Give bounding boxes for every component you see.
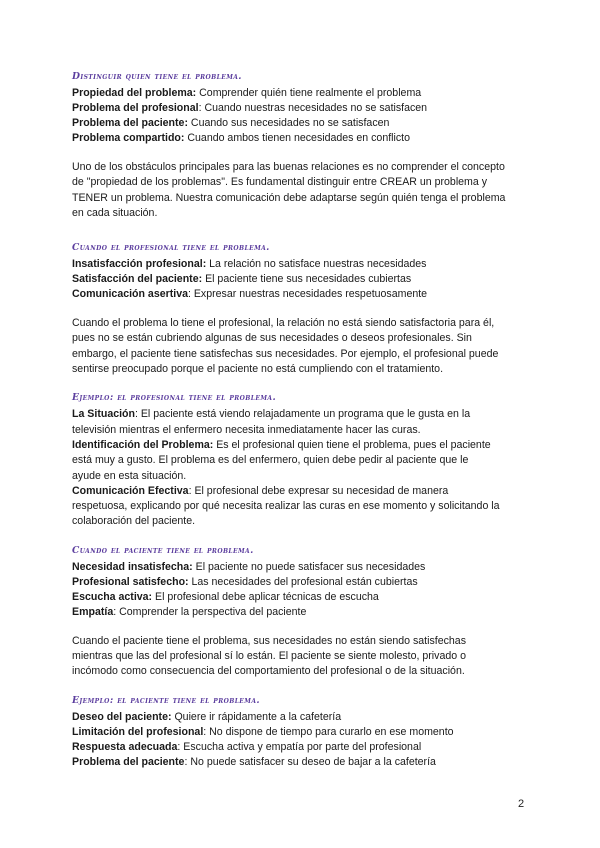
paragraph-line: pues no se están cubriendo algunas de sus necesidades o deseos profesionales. Sin bbox=[72, 332, 472, 345]
document-page bbox=[72, 70, 532, 770]
paragraph-line bbox=[72, 438, 532, 453]
definition-line bbox=[72, 86, 532, 101]
paragraph-line: incómodo como consecuencia del comportamiento del profesional o de la situación. bbox=[72, 665, 465, 678]
definition-term: Problema del paciente bbox=[72, 755, 185, 768]
definition-term: Insatisfacción profesional: bbox=[72, 258, 207, 271]
paragraph-line: colaboración del paciente. bbox=[72, 515, 196, 528]
definition-term: Satisfacción del paciente: bbox=[72, 273, 203, 286]
section-heading: Cuando el paciente tiene el problema. bbox=[72, 544, 254, 556]
definition-line bbox=[72, 272, 532, 287]
body-paragraph bbox=[72, 160, 532, 221]
definition-desc: Cuando sus necesidades no se satisfacen bbox=[187, 117, 390, 129]
page-number: 2 bbox=[518, 798, 525, 810]
definition-desc: : No dispone de tiempo para curarlo en ese momento bbox=[203, 725, 454, 738]
definition-line bbox=[72, 257, 532, 272]
definition-desc: : Comprender la perspectiva del paciente bbox=[113, 605, 307, 618]
paragraph-line: de "propiedad de los problemas". Es fundamental distinguir entre CREAR un problema y bbox=[72, 176, 488, 189]
definition-line bbox=[72, 116, 532, 131]
definition-line bbox=[72, 755, 532, 770]
example-text: : El profesional debe expresar su necesidad de manera bbox=[188, 484, 449, 497]
paragraph-line: está muy a gusto. El problema es del enfermero, quien debe pedir al paciente que le bbox=[72, 454, 469, 467]
body-paragraph bbox=[72, 634, 532, 680]
example-block bbox=[72, 484, 532, 530]
definition-desc: : No puede satisfacer su deseo de bajar a la cafetería bbox=[184, 755, 436, 768]
definition-term: Limitación del profesional bbox=[72, 725, 204, 738]
example-term: La Situación bbox=[72, 408, 135, 421]
definition-desc: : Cuando nuestras necesidades no se satisfacen bbox=[198, 102, 428, 114]
section-heading: Ejemplo: el profesional tiene el problema. bbox=[72, 392, 277, 404]
example-text: Es el profesional quien tiene el problema, pues el paciente bbox=[213, 438, 491, 451]
definition-term: Empatía bbox=[72, 605, 114, 618]
definition-term: Problema compartido: bbox=[72, 132, 185, 144]
definition-term: Respuesta adecuada bbox=[72, 740, 178, 753]
definition-term: Propiedad del problema: bbox=[72, 87, 197, 99]
definition-term: Escucha activa: bbox=[72, 590, 153, 603]
paragraph-line: TENER un problema. Nuestra comunicación debe adaptarse según quién tenga el problema bbox=[72, 191, 506, 204]
definition-line bbox=[72, 725, 532, 740]
definition-term: Problema del paciente: bbox=[72, 117, 188, 129]
definition-desc: Quiere ir rápidamente a la cafetería bbox=[171, 710, 342, 723]
definition-line bbox=[72, 575, 532, 590]
definition-term: Deseo del paciente: bbox=[72, 710, 172, 723]
paragraph-line: Cuando el problema lo tiene el profesional, la relación no está siendo satisfactoria para él, bbox=[72, 317, 495, 330]
paragraph-line: Uno de los obstáculos principales para las buenas relaciones es no comprender el concepto bbox=[72, 161, 505, 173]
paragraph-line: ayude en esta situación. bbox=[72, 469, 187, 482]
paragraph-line: respetuosa, explicando por qué necesita realizar las curas en ese momento y solicitando la bbox=[72, 500, 500, 513]
definition-line bbox=[72, 131, 532, 146]
definition-term: Necesidad insatisfecha: bbox=[72, 560, 193, 573]
example-text: : El paciente está viendo relajadamente un programa que le gusta en la bbox=[134, 408, 471, 421]
definition-line bbox=[72, 101, 532, 116]
paragraph-line: Cuando el paciente tiene el problema, sus necesidades no están siendo satisfechas bbox=[72, 634, 466, 647]
definition-line bbox=[72, 605, 532, 620]
example-block bbox=[72, 407, 532, 438]
paragraph-line bbox=[72, 407, 532, 422]
definition-term: Comunicación asertiva bbox=[72, 288, 188, 301]
example-term: Comunicación Efectiva bbox=[72, 484, 189, 497]
definition-line bbox=[72, 740, 532, 755]
definition-desc: El paciente tiene sus necesidades cubiertas bbox=[202, 273, 412, 286]
definition-desc: : Escucha activa y empatía por parte del profesional bbox=[177, 740, 422, 753]
section-heading: Ejemplo: el paciente tiene el problema. bbox=[72, 694, 260, 706]
paragraph-line bbox=[72, 484, 532, 499]
definition-desc: El profesional debe aplicar técnicas de escucha bbox=[152, 590, 379, 603]
example-term: Identificación del Problema: bbox=[72, 438, 214, 451]
section-heading: Cuando el profesional tiene el problema. bbox=[72, 242, 270, 254]
paragraph-line: embargo, el paciente tiene satisfechas sus necesidades. Por ejemplo, el profesional puede bbox=[72, 347, 499, 360]
definition-term: Problema del profesional bbox=[72, 102, 199, 114]
definition-term: Profesional satisfecho: bbox=[72, 575, 189, 588]
paragraph-line: en cada situación. bbox=[72, 206, 158, 219]
definition-desc: Las necesidades del profesional están cubiertas bbox=[188, 575, 418, 588]
example-block bbox=[72, 438, 532, 484]
body-paragraph bbox=[72, 316, 532, 377]
paragraph-line: televisión mientras el enfermero necesita inmediatamente hacer las curas. bbox=[72, 423, 421, 436]
definition-desc: El paciente no puede satisfacer sus necesidades bbox=[192, 560, 426, 573]
definition-desc: La relación no satisface nuestras necesidades bbox=[206, 258, 427, 271]
paragraph-line: mientras que las del profesional sí lo están. El paciente se siente molesto, privado o bbox=[72, 650, 466, 663]
definition-line bbox=[72, 710, 532, 725]
definition-desc: : Expresar nuestras necesidades respetuosamente bbox=[187, 288, 428, 301]
definition-line bbox=[72, 560, 532, 575]
section-heading: Distinguir quien tiene el problema. bbox=[72, 71, 242, 82]
definition-desc: Comprender quién tiene realmente el problema bbox=[196, 87, 422, 99]
definition-line bbox=[72, 287, 532, 302]
paragraph-line: sentirse preocupado porque el paciente no está cumpliendo con el tratamiento. bbox=[72, 363, 444, 376]
definition-line bbox=[72, 590, 532, 605]
definition-desc: Cuando ambos tienen necesidades en conflicto bbox=[184, 132, 410, 144]
